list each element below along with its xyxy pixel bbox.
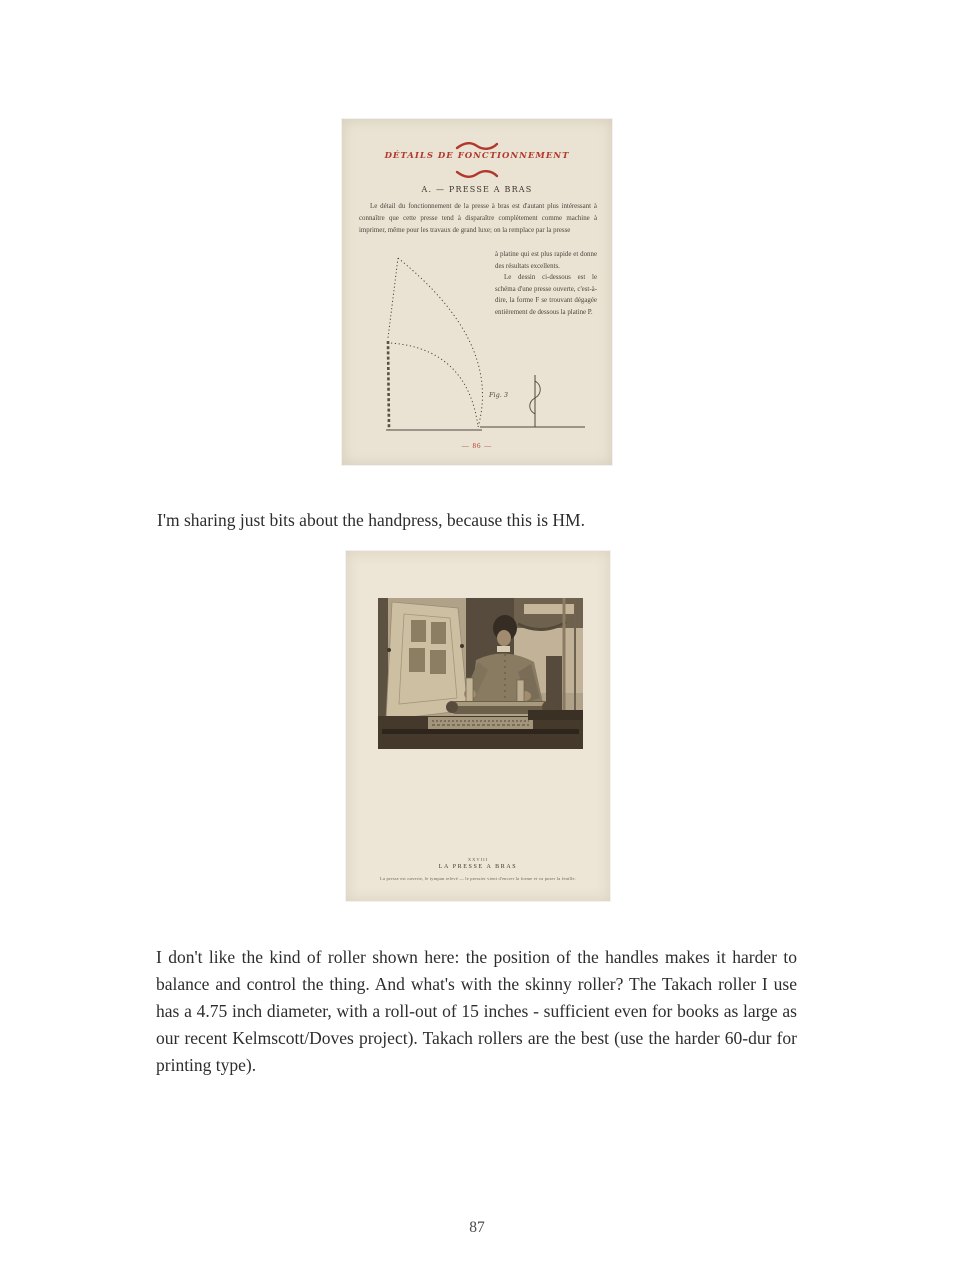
book-page-title: DÉTAILS DE FONCTIONNEMENT [384,151,570,161]
figure-book-page-scan [342,119,612,465]
paragraph-roller-commentary: I don't like the kind of roller shown here: the position of the handles makes it harder to balance and control the thing. And what's with the skinny roller? The Takach roller I use has a 4.75 inch diameter, with a roll-out of 15 inches - sufficient even for books as large as our recent Kelmscott/Doves project). Takach rollers are the best (use the harder 60-dur for printing type). [156,947,797,1075]
red-swash-ornament-icon [455,169,499,179]
diagram-large-arc [398,258,483,427]
paragraph-intro: I'm sharing just bits about the handpress, because this is HM. [157,510,585,530]
photo-caption-note: La presse est ouverte, le tympan relevé — le pressier vient d'encrer la forme et va poser la feuille. [380,876,576,881]
book-column-sentence-1: à platine qui est plus rapide et donne des résultats excellents. [495,251,597,270]
page-number: 87 [469,1219,485,1236]
book-body-column [495,249,597,319]
book-section-heading: A. — PRESSE A BRAS [421,185,533,194]
diagram-small-arc [391,343,478,426]
diagram-hatched-upright [388,341,389,430]
red-swash-ornament-icon [455,141,499,151]
photo-shelf [524,604,574,614]
photo-caption-title: LA PRESSE A BRAS [438,864,518,870]
diagram-figure-label: Fig. 3 [489,391,509,399]
book-folio-number: — 86 — [461,442,493,450]
book-column-sentence-2: Le dessin ci-dessous est le schéma d'une presse ouverte, c'est-à-dire, la forme F se trouvant dégagée entièrement de dessous la platine P. [495,274,597,316]
diagram-dotted-bar [388,258,398,338]
book-body-paragraph: Le détail du fonctionnement de la presse à bras est d'autant plus intéressant à connaître que cette presse tend à disparaître complètement comme machine à imprimer, même pour les travaux de grand luxe; on la remplace par la presse [359,203,597,234]
figure-photo-plate [346,551,610,901]
plate-number: XXVIII [467,857,489,862]
handpress-photo [378,598,583,749]
